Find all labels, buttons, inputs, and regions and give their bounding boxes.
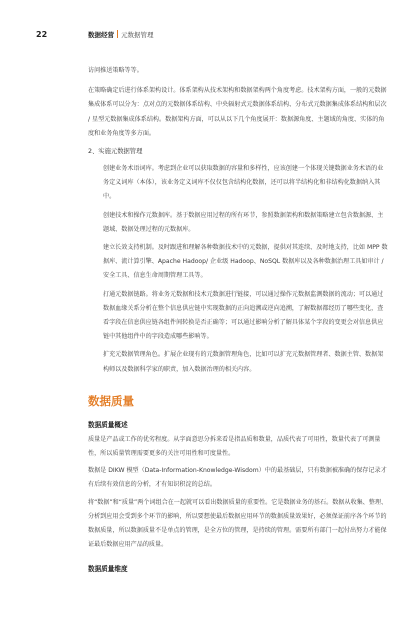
running-header: [36, 28, 154, 40]
list-paragraph: 打通元数据链路。将业务元数据和技术元数据进行链接，可以通过操作元数据监测数据的流动；可以通过数据血缘关系分析在整个信息供应链中实现数据的正向追溯或逆向追溯，了解数据都经历了哪些变化，查看字段在信息供应链各组件间转换是否正确等；可以通过影响分析了解具体某个字段的变更会对信息供应链中其他组件中的字段造成哪些影响等。: [103, 290, 384, 341]
subsection-heading: 数据质量概述: [88, 420, 128, 429]
header-divider: [117, 30, 118, 38]
list-paragraph: 创建技术和操作元数据库。基于数据应用过程的所有环节，参照数据架构和数据策略建立包含数据源、主题域、数据处理过程的元数据库。: [103, 211, 384, 233]
list-paragraph: 建立长效支持机制。及时跟进和理解各种数据技术中的元数据，提供对其连续、及时地支持，比如 MPP 数据库、流计算引擎、Apache Hadoop/ 企业级 Hadoop、NoSQL 数据库以及各种数据治理工具如审计 / 安全工具、信息生命周期管理工具等。: [103, 244, 388, 280]
subsection-heading: 数据质量维度: [88, 565, 128, 574]
list-paragraph: 创建业务术语词库。考虑到企业可以获取数据的容量和多样性，应该创建一个体现关键数据业务术语的业务定义词库（本体），该业务定义词库不仅仅包含结构化数据，还可以将半结构化和非结构化数据纳入其中。: [103, 165, 384, 201]
paragraph: 访问推送策略等等。: [88, 67, 143, 74]
paragraph: 质量是产品或工作的优劣程度。从字面意思分拆来看是指品质和数量，品质代表了可用性，数量代表了可测量性，所以质量管理需要更多的关注可用性和可度量性。: [88, 435, 381, 458]
chapter-title: 元数据管理: [121, 30, 154, 39]
section-heading: 数据质量: [88, 393, 134, 408]
list-heading: 2、实施元数据管理: [88, 148, 143, 156]
page-content: [88, 64, 388, 576]
paragraph: 将“数据”和“质量”两个词组合在一起就可以看出数据质量的重要性。它是数据业务的基石。数据从收集、整理、分析到应用会受到多个环节的影响，所以要想使最后数据应用环节的数据质量效果好，必须保证前序各个环节的数据质量，所以数据质量不是单点的管理，是全方位的管理，是持续的管理。需要所有部门一起付出努力才能保证最后数据应用产品的质量。: [88, 498, 388, 549]
book-title: 数据经营: [88, 30, 114, 39]
paragraph: 在策略确定后进行体系架构设计。体系架构从技术架构和数据架构两个角度考虑。技术架构方面，一般的元数据集成体系可以分为：点对点的元数据体系结构、中央辐射式元数据体系结构、分布式元数据集成体系结构和层次 / 星型元数据集成体系结构。数据架构方面，可以从以下几个角度展开：数据源角度、主题域的角度、实体的角度和业务角度等多方面。: [88, 87, 387, 137]
page-number: 22: [36, 29, 48, 39]
list-paragraph: 扩充元数据管理角色。扩展企业现有的元数据管理角色，比如可以扩充元数据管理者、数据主管、数据架构师以及数据科学家的职责，加入数据治理的相关内容。: [103, 351, 384, 373]
paragraph: 数据是 DIKW 模型（Data-Information-Knowledge-Wisdom）中的最基础层，只有数据被准确的保存记录才有后续有效信息的分析，才有知识积淀的总结。: [88, 467, 387, 489]
